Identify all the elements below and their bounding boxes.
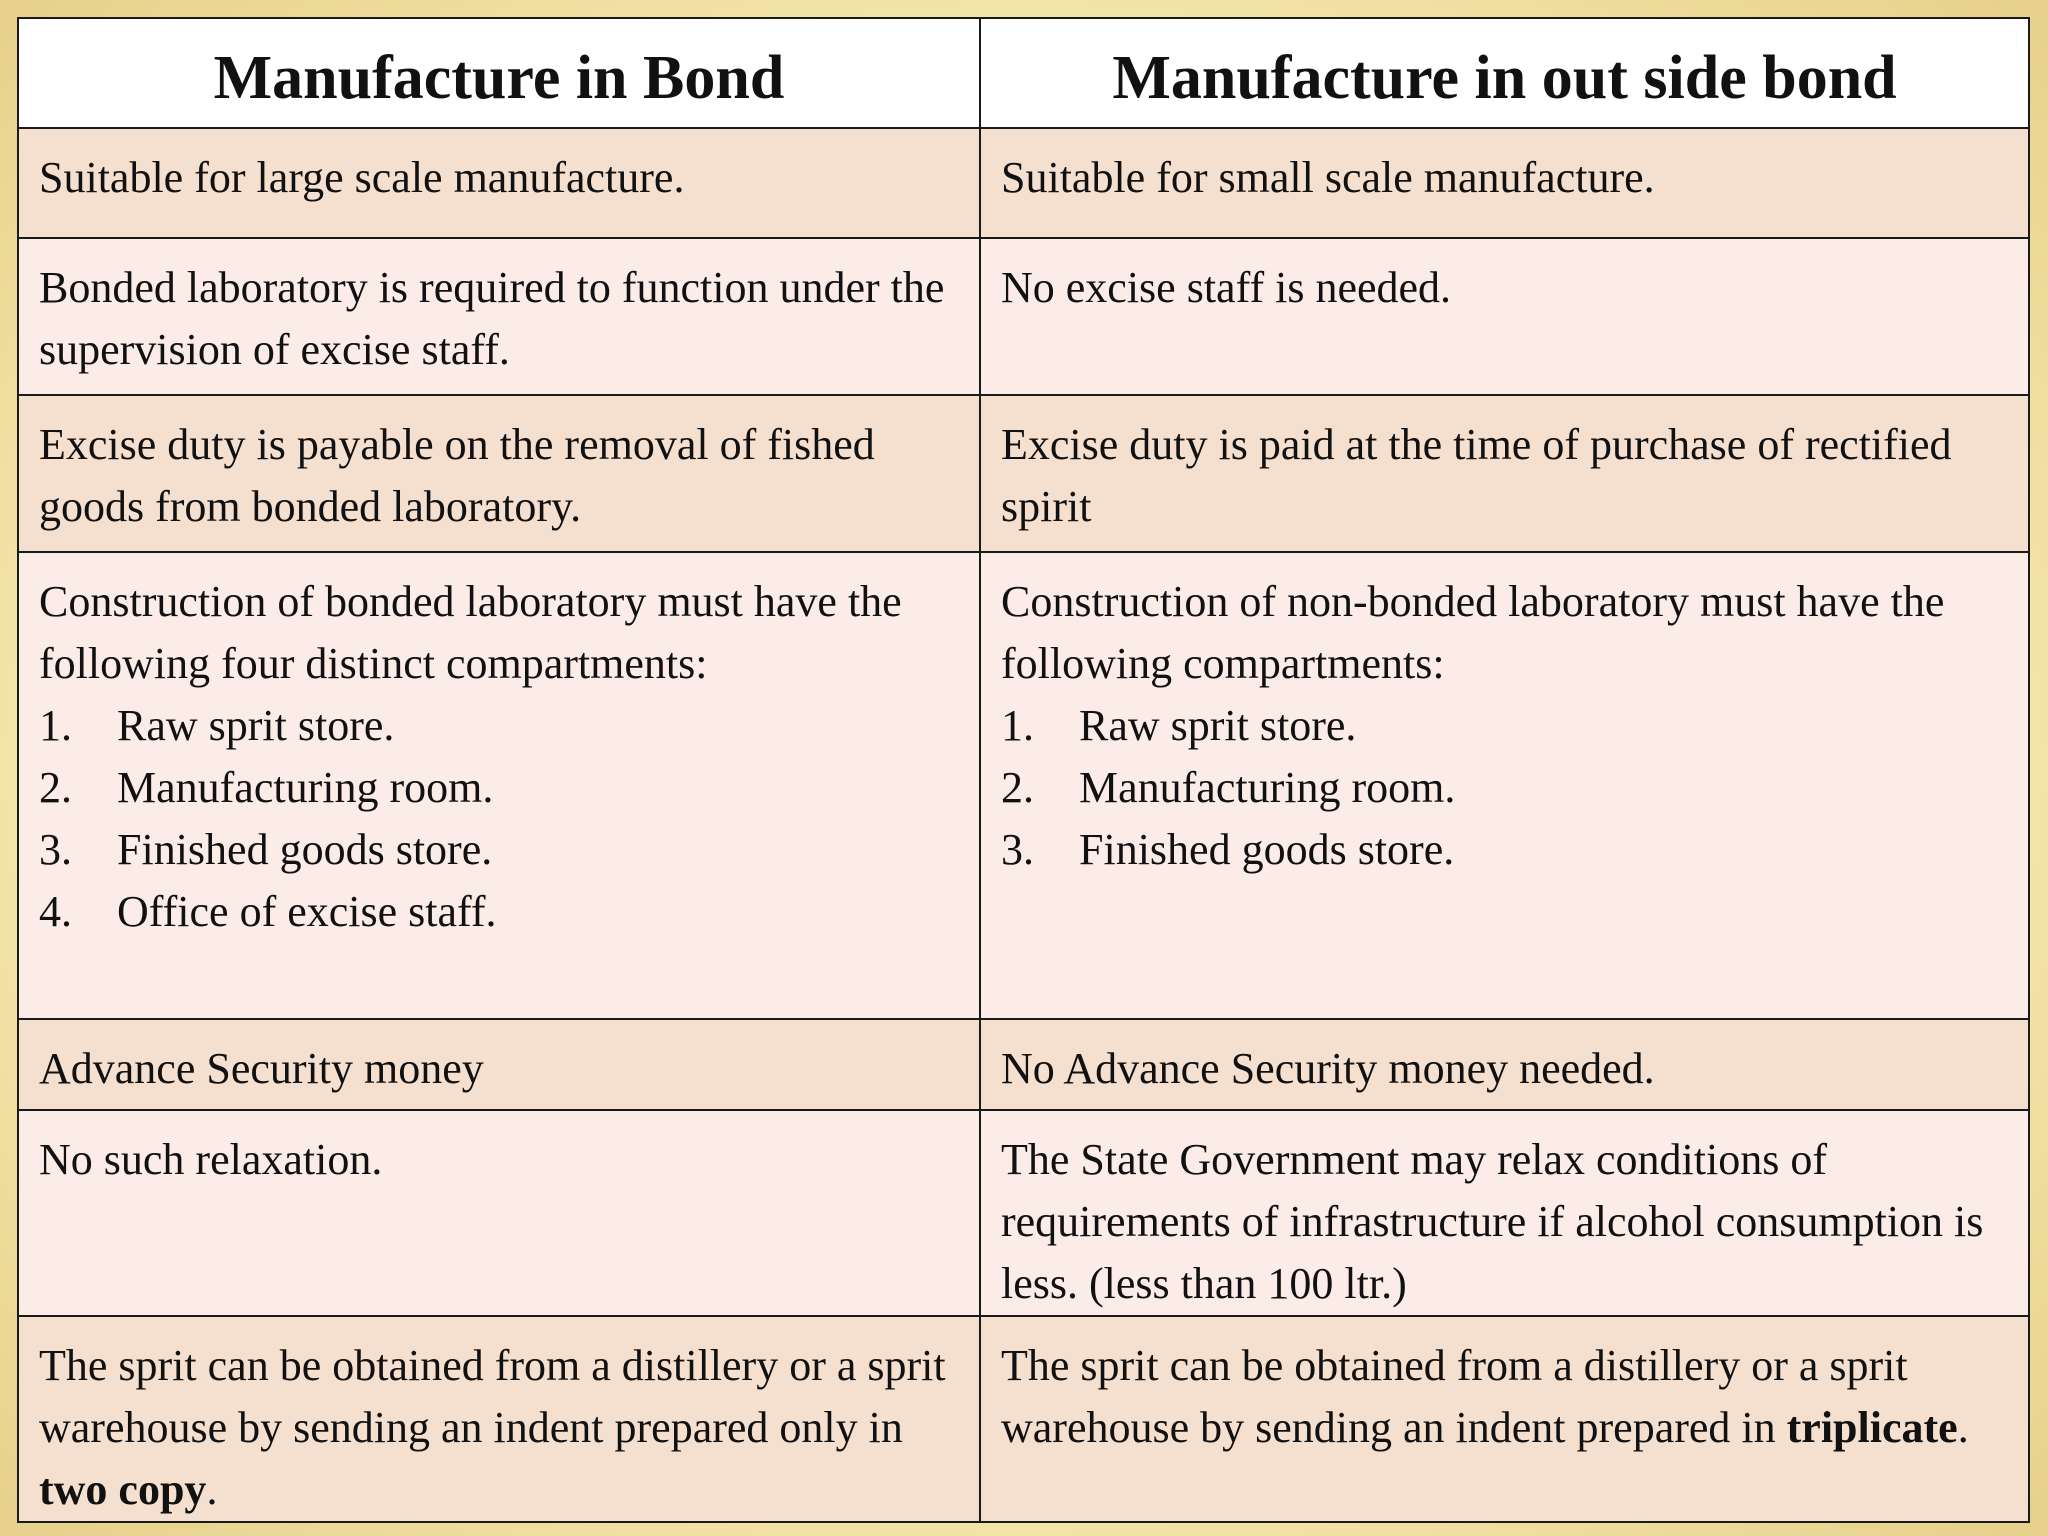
compartments-list [1001,695,2008,881]
header-row [18,18,2029,128]
cell-outside-bond: The sprit can be obtained from a distillery or a sprit warehouse by sending an indent prepared in triplicate. [980,1316,2029,1522]
cell-outside-bond: Excise duty is paid at the time of purchase of rectified spirit [980,395,2029,552]
compartments-intro: Construction of bonded laboratory must have the following four distinct compartments: [39,577,902,688]
table-row [18,552,2029,1019]
emphasis-triplicate: triplicate [1786,1403,1958,1452]
cell-outside-bond [980,552,2029,1019]
cell-bond [18,552,980,1019]
cell-outside-bond: No excise staff is needed. [980,238,2029,395]
header-manufacture-outside-bond: Manufacture in out side bond [980,18,2029,128]
cell-outside-bond: No Advance Security money needed. [980,1019,2029,1110]
cell-outside-bond: Suitable for small scale manufacture. [980,128,2029,238]
list-item: 2. Manufacturing room. [1001,763,1456,812]
list-item: 2. Manufacturing room. [39,763,494,812]
table-row [18,1110,2029,1316]
cell-bond: No such relaxation. [18,1110,980,1316]
list-item: 1. Raw sprit store. [39,701,395,750]
table-row [18,238,2029,395]
emphasis-two-copy: two copy [39,1465,207,1514]
table-row [18,128,2029,238]
cell-bond: The sprit can be obtained from a distillery or a sprit warehouse by sending an indent prepared only in two copy. [18,1316,980,1522]
compartments-list [39,695,959,943]
list-item: 3. Finished goods store. [1001,825,1455,874]
table-row [18,395,2029,552]
comparison-table [17,17,2030,1523]
list-item: 4. Office of excise staff. [39,887,497,936]
cell-bond: Advance Security money [18,1019,980,1110]
cell-bond: Bonded laboratory is required to function under the supervision of excise staff. [18,238,980,395]
table-row [18,1316,2029,1522]
cell-bond: Excise duty is payable on the removal of fished goods from bonded laboratory. [18,395,980,552]
list-item: 1. Raw sprit store. [1001,701,1357,750]
compartments-intro: Construction of non-bonded laboratory must have the following compartments: [1001,577,1945,688]
table-row [18,1019,2029,1110]
header-manufacture-in-bond: Manufacture in Bond [18,18,980,128]
cell-outside-bond: The State Government may relax conditions of requirements of infrastructure if alcohol consumption is less. (less than 100 ltr.) [980,1110,2029,1316]
cell-bond: Suitable for large scale manufacture. [18,128,980,238]
list-item: 3. Finished goods store. [39,825,493,874]
